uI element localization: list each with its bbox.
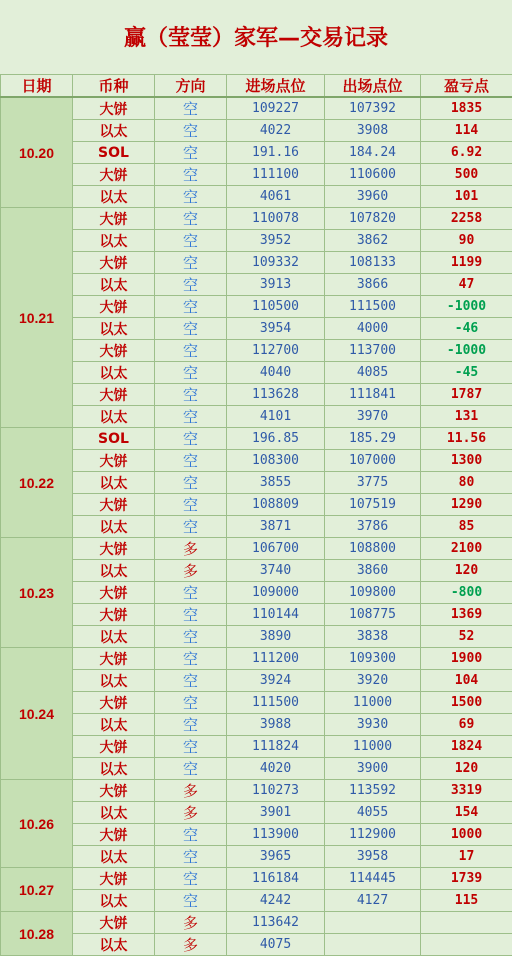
entry-cell: 116184	[227, 868, 325, 890]
pnl-cell: -1000	[421, 340, 512, 362]
exit-cell: 3958	[325, 846, 421, 868]
table-row	[1, 97, 512, 120]
direction-cell: 空	[155, 846, 227, 868]
coin-cell: 大饼	[73, 450, 155, 472]
entry-cell: 3988	[227, 714, 325, 736]
coin-cell: 大饼	[73, 340, 155, 362]
exit-cell: 11000	[325, 736, 421, 758]
table-row	[1, 846, 512, 868]
entry-cell: 111500	[227, 692, 325, 714]
entry-cell: 4101	[227, 406, 325, 428]
date-cell: 10.26	[1, 780, 73, 868]
pnl-cell	[421, 934, 512, 956]
exit-cell: 111841	[325, 384, 421, 406]
entry-cell: 4242	[227, 890, 325, 912]
exit-cell: 3786	[325, 516, 421, 538]
direction-cell: 空	[155, 164, 227, 186]
direction-cell: 空	[155, 120, 227, 142]
exit-cell: 108775	[325, 604, 421, 626]
exit-cell: 113700	[325, 340, 421, 362]
date-cell: 10.27	[1, 868, 73, 912]
direction-cell: 空	[155, 428, 227, 450]
coin-cell: 大饼	[73, 912, 155, 934]
table-row	[1, 340, 512, 362]
direction-cell: 空	[155, 274, 227, 296]
pnl-cell: 131	[421, 406, 512, 428]
exit-cell: 3908	[325, 120, 421, 142]
pnl-cell: 500	[421, 164, 512, 186]
exit-cell: 4055	[325, 802, 421, 824]
entry-cell: 108300	[227, 450, 325, 472]
pnl-cell: 69	[421, 714, 512, 736]
date-cell: 10.24	[1, 648, 73, 780]
coin-cell: 大饼	[73, 868, 155, 890]
exit-cell: 3860	[325, 560, 421, 582]
table-row	[1, 824, 512, 846]
pnl-cell: 6.92	[421, 142, 512, 164]
table-row	[1, 648, 512, 670]
table-row	[1, 362, 512, 384]
table-row	[1, 384, 512, 406]
coin-cell: 大饼	[73, 494, 155, 516]
coin-cell: 大饼	[73, 296, 155, 318]
exit-cell: 107000	[325, 450, 421, 472]
entry-cell: 109000	[227, 582, 325, 604]
table-row	[1, 934, 512, 956]
direction-cell: 空	[155, 406, 227, 428]
exit-cell: 184.24	[325, 142, 421, 164]
table-row	[1, 736, 512, 758]
exit-cell: 3862	[325, 230, 421, 252]
entry-cell: 4022	[227, 120, 325, 142]
table-row	[1, 538, 512, 560]
direction-cell: 空	[155, 142, 227, 164]
entry-cell: 113642	[227, 912, 325, 934]
entry-cell: 108809	[227, 494, 325, 516]
exit-cell: 185.29	[325, 428, 421, 450]
header-pnl: 盈亏点	[421, 75, 512, 98]
header-row	[1, 75, 512, 98]
coin-cell: 以太	[73, 318, 155, 340]
header-coin: 币种	[73, 75, 155, 98]
direction-cell: 空	[155, 97, 227, 120]
pnl-cell: 11.56	[421, 428, 512, 450]
table-row	[1, 758, 512, 780]
date-cell: 10.23	[1, 538, 73, 648]
entry-cell: 3924	[227, 670, 325, 692]
coin-cell: SOL	[73, 142, 155, 164]
table-row	[1, 230, 512, 252]
table-row	[1, 802, 512, 824]
table-row	[1, 428, 512, 450]
pnl-cell: 1824	[421, 736, 512, 758]
table-row	[1, 604, 512, 626]
date-cell: 10.20	[1, 97, 73, 208]
table-row	[1, 560, 512, 582]
direction-cell: 空	[155, 340, 227, 362]
direction-cell: 空	[155, 714, 227, 736]
direction-cell: 空	[155, 472, 227, 494]
exit-cell: 107519	[325, 494, 421, 516]
exit-cell: 3900	[325, 758, 421, 780]
table-row	[1, 780, 512, 802]
coin-cell: 大饼	[73, 780, 155, 802]
entry-cell: 3901	[227, 802, 325, 824]
pnl-cell: 104	[421, 670, 512, 692]
coin-cell: 大饼	[73, 582, 155, 604]
entry-cell: 111824	[227, 736, 325, 758]
exit-cell: 114445	[325, 868, 421, 890]
entry-cell: 106700	[227, 538, 325, 560]
entry-cell: 110144	[227, 604, 325, 626]
pnl-cell: 2100	[421, 538, 512, 560]
direction-cell: 空	[155, 494, 227, 516]
exit-cell: 107392	[325, 97, 421, 120]
exit-cell: 108800	[325, 538, 421, 560]
table-row	[1, 208, 512, 230]
direction-cell: 空	[155, 252, 227, 274]
exit-cell: 4000	[325, 318, 421, 340]
pnl-cell: 3319	[421, 780, 512, 802]
pnl-cell: 154	[421, 802, 512, 824]
table-row	[1, 868, 512, 890]
table-row	[1, 494, 512, 516]
entry-cell: 3890	[227, 626, 325, 648]
entry-cell: 4020	[227, 758, 325, 780]
coin-cell: 大饼	[73, 208, 155, 230]
exit-cell: 3775	[325, 472, 421, 494]
direction-cell: 空	[155, 736, 227, 758]
coin-cell: 以太	[73, 626, 155, 648]
table-row	[1, 626, 512, 648]
entry-cell: 113628	[227, 384, 325, 406]
coin-cell: 以太	[73, 186, 155, 208]
direction-cell: 多	[155, 780, 227, 802]
direction-cell: 空	[155, 868, 227, 890]
pnl-cell	[421, 912, 512, 934]
direction-cell: 空	[155, 582, 227, 604]
pnl-cell: 1300	[421, 450, 512, 472]
exit-cell: 110600	[325, 164, 421, 186]
exit-cell: 3960	[325, 186, 421, 208]
header-direction: 方向	[155, 75, 227, 98]
table-row	[1, 296, 512, 318]
entry-cell: 113900	[227, 824, 325, 846]
exit-cell: 3930	[325, 714, 421, 736]
table-row	[1, 318, 512, 340]
coin-cell: 大饼	[73, 824, 155, 846]
coin-cell: 以太	[73, 472, 155, 494]
entry-cell: 191.16	[227, 142, 325, 164]
coin-cell: 以太	[73, 758, 155, 780]
exit-cell: 3838	[325, 626, 421, 648]
direction-cell: 空	[155, 648, 227, 670]
header-date: 日期	[1, 75, 73, 98]
date-cell: 10.28	[1, 912, 73, 956]
exit-cell	[325, 912, 421, 934]
pnl-cell: -45	[421, 362, 512, 384]
entry-cell: 109332	[227, 252, 325, 274]
coin-cell: 以太	[73, 846, 155, 868]
direction-cell: 空	[155, 824, 227, 846]
coin-cell: 大饼	[73, 648, 155, 670]
pnl-cell: 120	[421, 560, 512, 582]
entry-cell: 112700	[227, 340, 325, 362]
coin-cell: 大饼	[73, 164, 155, 186]
direction-cell: 多	[155, 912, 227, 934]
table-row	[1, 450, 512, 472]
table-row	[1, 164, 512, 186]
header-entry: 进场点位	[227, 75, 325, 98]
coin-cell: 大饼	[73, 252, 155, 274]
pnl-cell: -1000	[421, 296, 512, 318]
coin-cell: 以太	[73, 890, 155, 912]
entry-cell: 3965	[227, 846, 325, 868]
exit-cell: 113592	[325, 780, 421, 802]
entry-cell: 4075	[227, 934, 325, 956]
entry-cell: 3952	[227, 230, 325, 252]
direction-cell: 空	[155, 604, 227, 626]
pnl-cell: 1900	[421, 648, 512, 670]
entry-cell: 4040	[227, 362, 325, 384]
direction-cell: 空	[155, 384, 227, 406]
direction-cell: 多	[155, 934, 227, 956]
table-row	[1, 120, 512, 142]
direction-cell: 空	[155, 450, 227, 472]
pnl-cell: 1835	[421, 97, 512, 120]
direction-cell: 空	[155, 296, 227, 318]
exit-cell: 3970	[325, 406, 421, 428]
header-exit: 出场点位	[325, 75, 421, 98]
table-row	[1, 252, 512, 274]
exit-cell: 108133	[325, 252, 421, 274]
entry-cell: 4061	[227, 186, 325, 208]
table-body	[1, 97, 512, 956]
pnl-cell: 2258	[421, 208, 512, 230]
coin-cell: 以太	[73, 670, 155, 692]
direction-cell: 空	[155, 208, 227, 230]
direction-cell: 空	[155, 626, 227, 648]
entry-cell: 196.85	[227, 428, 325, 450]
pnl-cell: 1787	[421, 384, 512, 406]
entry-cell: 3913	[227, 274, 325, 296]
pnl-cell: 1500	[421, 692, 512, 714]
pnl-cell: 85	[421, 516, 512, 538]
coin-cell: 大饼	[73, 538, 155, 560]
direction-cell: 空	[155, 758, 227, 780]
coin-cell: 以太	[73, 406, 155, 428]
table-row	[1, 692, 512, 714]
coin-cell: 大饼	[73, 97, 155, 120]
date-cell: 10.22	[1, 428, 73, 538]
direction-cell: 空	[155, 318, 227, 340]
table-row	[1, 274, 512, 296]
entry-cell: 110500	[227, 296, 325, 318]
exit-cell: 109300	[325, 648, 421, 670]
table-row	[1, 912, 512, 934]
pnl-cell: 115	[421, 890, 512, 912]
table-row	[1, 670, 512, 692]
coin-cell: 以太	[73, 274, 155, 296]
direction-cell: 空	[155, 230, 227, 252]
direction-cell: 多	[155, 802, 227, 824]
pnl-cell: 17	[421, 846, 512, 868]
pnl-cell: 1369	[421, 604, 512, 626]
direction-cell: 空	[155, 692, 227, 714]
coin-cell: 以太	[73, 560, 155, 582]
entry-cell: 3871	[227, 516, 325, 538]
pnl-cell: 1290	[421, 494, 512, 516]
table-row	[1, 186, 512, 208]
table-row	[1, 472, 512, 494]
pnl-cell: 80	[421, 472, 512, 494]
exit-cell: 11000	[325, 692, 421, 714]
exit-cell: 4127	[325, 890, 421, 912]
pnl-cell: 52	[421, 626, 512, 648]
pnl-cell: 1739	[421, 868, 512, 890]
entry-cell: 3954	[227, 318, 325, 340]
pnl-cell: 101	[421, 186, 512, 208]
table-row	[1, 582, 512, 604]
coin-cell: 大饼	[73, 604, 155, 626]
coin-cell: 大饼	[73, 692, 155, 714]
direction-cell: 空	[155, 670, 227, 692]
exit-cell: 112900	[325, 824, 421, 846]
pnl-cell: 1199	[421, 252, 512, 274]
pnl-cell: 1000	[421, 824, 512, 846]
direction-cell: 空	[155, 890, 227, 912]
pnl-cell: 47	[421, 274, 512, 296]
exit-cell: 4085	[325, 362, 421, 384]
exit-cell	[325, 934, 421, 956]
coin-cell: 以太	[73, 802, 155, 824]
entry-cell: 3740	[227, 560, 325, 582]
trade-table	[0, 74, 512, 956]
coin-cell: 以太	[73, 714, 155, 736]
coin-cell: SOL	[73, 428, 155, 450]
pnl-cell: -46	[421, 318, 512, 340]
direction-cell: 空	[155, 516, 227, 538]
coin-cell: 以太	[73, 362, 155, 384]
exit-cell: 3866	[325, 274, 421, 296]
coin-cell: 以太	[73, 934, 155, 956]
exit-cell: 109800	[325, 582, 421, 604]
pnl-cell: -800	[421, 582, 512, 604]
entry-cell: 110273	[227, 780, 325, 802]
page-title: 赢（莹莹）家军—交易记录	[0, 0, 512, 74]
coin-cell: 以太	[73, 230, 155, 252]
table-row	[1, 142, 512, 164]
entry-cell: 111200	[227, 648, 325, 670]
direction-cell: 多	[155, 538, 227, 560]
entry-cell: 111100	[227, 164, 325, 186]
date-cell: 10.21	[1, 208, 73, 428]
exit-cell: 107820	[325, 208, 421, 230]
pnl-cell: 120	[421, 758, 512, 780]
entry-cell: 3855	[227, 472, 325, 494]
coin-cell: 大饼	[73, 736, 155, 758]
direction-cell: 空	[155, 362, 227, 384]
pnl-cell: 114	[421, 120, 512, 142]
direction-cell: 空	[155, 186, 227, 208]
coin-cell: 以太	[73, 120, 155, 142]
table-row	[1, 516, 512, 538]
pnl-cell: 90	[421, 230, 512, 252]
coin-cell: 以太	[73, 516, 155, 538]
exit-cell: 111500	[325, 296, 421, 318]
entry-cell: 109227	[227, 97, 325, 120]
table-row	[1, 406, 512, 428]
exit-cell: 3920	[325, 670, 421, 692]
direction-cell: 多	[155, 560, 227, 582]
table-row	[1, 890, 512, 912]
table-row	[1, 714, 512, 736]
entry-cell: 110078	[227, 208, 325, 230]
coin-cell: 大饼	[73, 384, 155, 406]
